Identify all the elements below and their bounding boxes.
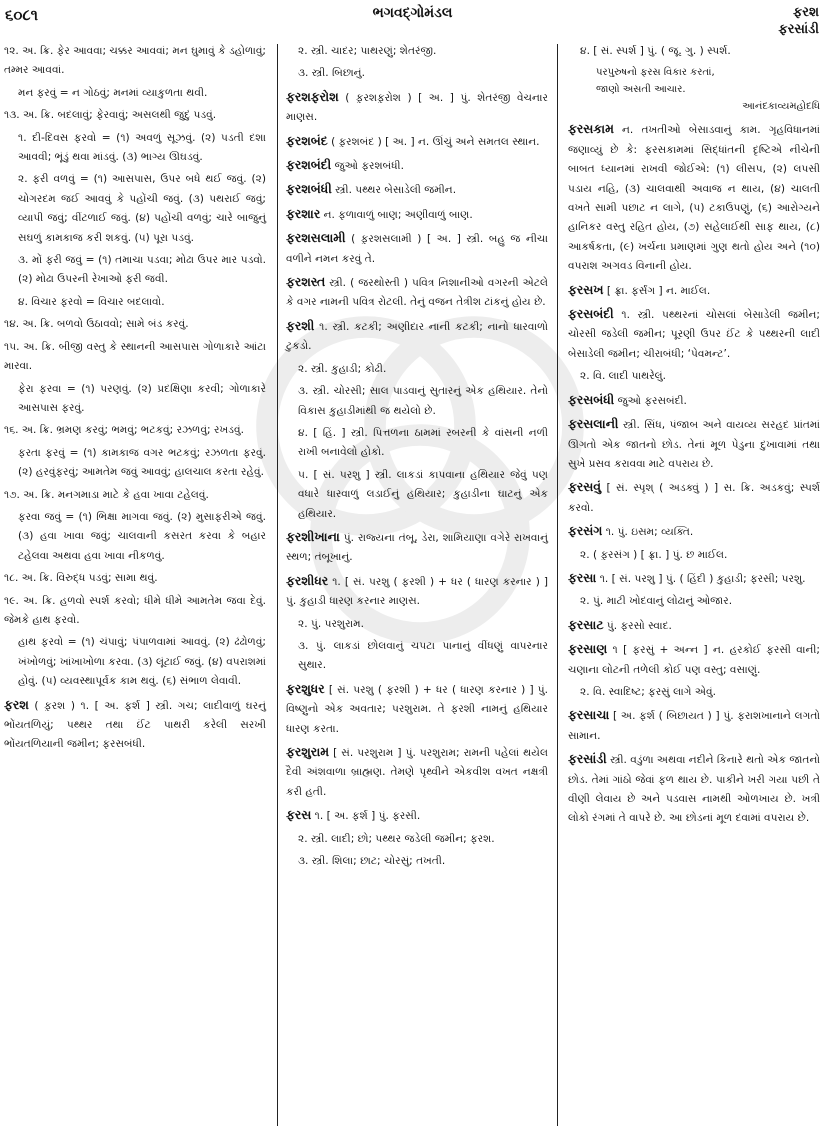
dictionary-entry xyxy=(286,131,548,152)
sense-text: અ. ક્રિ. ભ્રમણ કરવું; ભમવું; ભટકવું; રઝળવું; રખડવું. xyxy=(21,424,244,437)
sense-number: ૧૪. xyxy=(4,318,20,331)
definition: ૧. સ્ત્રી. પથ્થરનાં ચોસલાં બેસાડેલી જમીન; ચોરસી જડેલી જમીન; પૂરણી ઉપર ઈંટ કે પથ્થરની લાદી બેસાડેલી જમીન; ચીરાબંધી; ‘પેવમન્ટ’. xyxy=(568,309,820,360)
dictionary-entry xyxy=(286,679,548,739)
headword: ફરશફરોશ xyxy=(286,88,339,104)
dictionary-entry xyxy=(568,639,820,680)
numbered-sense xyxy=(4,421,266,440)
dictionary-entry xyxy=(286,316,548,357)
column-1 xyxy=(4,42,266,758)
definition: ( ફ઼રશ ) ૧. [ અ. ફર્શ ] સ્ત્રી. ગચ; લાદીવાળું ઘરનું ભોંયતળિયું; પથ્થર તથા ઈંટ પાથરી કરેલી સરખી ભોંયતળિયાની જમીન; ફરસબંધી. xyxy=(4,699,266,751)
sense-line: ૨. સ્ત્રી. ચાદર; પાથરણું; શેતરંજી. xyxy=(298,45,437,57)
quotation-source: આનંદકાવ્યમહોદધિ xyxy=(742,101,820,113)
numbered-sense xyxy=(4,569,266,588)
sense-text: અ. ક્રિ. બળવો ઉઠાવવો; સામે બંડ કરવું. xyxy=(22,318,189,331)
sense-text: અ. ક્રિ. ફેર આવવા; ચક્કર આવવાં; મન ઘુમાવું કે ડહોળાવું; તમ્મર આવવાં. xyxy=(4,45,266,77)
numbered-sense xyxy=(4,486,266,505)
dictionary-entry xyxy=(568,749,820,829)
definition: સ્ત્રી. સિંધ, પંજાબ અને વાયવ્ય સરહદ પ્રાંતમાં ઊગતો એક જાતનો છોડ. તેનાં મૂળ પેડુના દુખાવામાં તથા સુખે પ્રસવ કરાવવા માટે વપરાય છે. xyxy=(568,419,820,470)
sense-number: ૧૬. xyxy=(4,424,19,437)
headword: ફરસાણ xyxy=(568,641,608,657)
sense-line: ૨. સ્ત્રી. લાદી; છો; પથ્થર જડેલી જમીન; ફરશ. xyxy=(298,832,495,845)
quotation-line: જાણો અસતી આચાર. xyxy=(596,84,686,96)
headword: ફરશાર xyxy=(286,205,321,221)
sense-line: ૨. વિ. સ્વાદિષ્ટ; ફરસું લાગે એવું. xyxy=(580,685,716,698)
sense-line: ૩. સ્ત્રી. ચોરસી; સાલ પાડવાનું સુતારનું એક હથિયાર. તેનો વિકાસ કુહાડીમાંથી જ થયેલો છે. xyxy=(298,385,548,417)
dictionary-entry xyxy=(286,204,548,225)
definition: [ ફ્રા. ફર્સંગ ] ન. માઈલ. xyxy=(606,284,711,297)
sense-number: ૧૮. xyxy=(4,572,19,585)
headword: ફરસંગ xyxy=(568,523,603,539)
sense-number: ૧૭. xyxy=(4,488,20,501)
idiom-phrase: ૧. દી-દિવસ ફરવો = (૧) અવળું સૂઝવું. (૨) પડતી દશા આવવી; ભૂંડું થવા માંડવું. (૩) ભાગ્ય ઊઘડવું. xyxy=(18,131,266,164)
idiom-phrase: ફરતા ફરવું = (૧) કામકાજ વગર ભટકવું; રઝળતા ફરવું. (૨) હરવુંફરવું; આમતેમ જવું આવવું; હાલચાલ કરતા રહેવું. xyxy=(18,446,266,479)
headword: ફરસાચા xyxy=(568,707,610,723)
dictionary-entry xyxy=(568,521,820,542)
numbered-sense xyxy=(4,315,266,334)
column-3 xyxy=(568,42,820,832)
column-divider xyxy=(557,44,558,1126)
idiom-phrase: ૨. ફરી વળવું = (૧) આસપાસ, ઉપર બધે થઈ જવું. (૨) ચોગરદમ જઈ આવવું કે પહોંચી જવું. (૩) પથરાઈ જવું; વ્યાપી જવું; વીંટળાઈ જવું. (૪) પહોંચી વળવું; ચારે બાજુનું સઘળું કામકાજ કરી શકવું. (૫) પૂરા પડવું. xyxy=(18,173,266,244)
dictionary-entry xyxy=(286,87,548,128)
headword: ફરસલાની xyxy=(568,416,619,432)
idiom-phrase: ૩. મોં ફરી જવું = (૧) તમાચા પડવા; મોઢા ઉપર માર પડવો. (૨) મોઢા ઉપરની રેખાઓ ફરી જવી. xyxy=(18,254,266,286)
definition: ૧. પું. ઇસમ; વ્યક્તિ. xyxy=(605,526,694,539)
definition: ૧. [ સં. પરશુ ] પું. ( હિંદી ) કુહાડી; ફરસી; પરશુ. xyxy=(599,572,806,585)
headword: ફરસાટ xyxy=(568,616,604,632)
headword: ફરશસ્ત xyxy=(286,274,326,290)
definition: ૧. [ અ. ફર્શ ] પું. ફરસી. xyxy=(314,810,421,823)
numbered-sense xyxy=(4,106,266,125)
sense-number: ૧૫. xyxy=(4,340,20,353)
definition: ૧ [ ફરસું + અન્ન ] ન. હરકોઈ ફરસી વાની; ચણાના લોટની તળેલી કોઈ પણ વસ્તુ; વસાણું. xyxy=(568,644,820,676)
page-number: ૬૦૮૧ xyxy=(5,6,39,24)
definition: પું. રાજ્યના તંબૂ, ડેરા, શામિયાણા વગેરે રાખવાનું સ્થળ; તંબૂખાનું. xyxy=(286,531,548,564)
headword: ફરશીધર xyxy=(286,572,329,588)
dictionary-entry xyxy=(286,272,548,313)
quotation-line: પરપુરુષનો ફરસ વિકાર કરતાં, xyxy=(596,67,715,79)
numbered-sense xyxy=(4,42,266,81)
sense-line: ૩. સ્ત્રી. શિલા; છાટ; ચોરસું; તખતી. xyxy=(298,855,446,868)
definition: [ સં. સ્પૃશ્ ( અડક્વું ) ] સ. ક્રિ. અડકવું; સ્પર્શ કરવો. xyxy=(568,482,821,514)
idiom-phrase: હાથ ફરવો = (૧) ચંપાવું; પંપાળવામાં આવવું. (૨) ઢંઢોળવું; ખંખોળવું; ખાંખાખોળા કરવા. (૩) લૂંટાઈ જવું. (૪) વપરાશમાં હોવું. (૫) વ્યવસ્થાપૂર્વક કામ થવું. (૬) સંભાળ લેવાવી. xyxy=(18,636,266,688)
idiom-phrase: ફેરા ફરવા = (૧) પરણવું. (૨) પ્રદક્ષિણા કરવી; ગોળાકારે આસપાસ ફરવું. xyxy=(18,382,266,414)
dictionary-entry xyxy=(286,571,548,612)
guide-words xyxy=(778,4,819,38)
sense-line: ૨. વિ. લાદી પાથરેલું. xyxy=(580,370,667,383)
dictionary-entry xyxy=(568,568,820,589)
headword: ફરસા xyxy=(568,569,597,585)
headword: ફરશીખાના xyxy=(286,528,340,544)
guide-word-first: ફરશ xyxy=(792,5,819,20)
dictionary-entry xyxy=(286,742,548,802)
sense-text: અ. ક્રિ. બીજી વસ્તુ કે સ્થાનની આસપાસ ગોળાકારે આંટા મારવા. xyxy=(4,340,266,373)
definition: ( ફ઼રશબંદ ) [ અ. ] ન. ઊંચું અને સમતલ સ્થાન. xyxy=(331,135,540,148)
sense-line: ૪. [ હિં. ] સ્ત્રી. પિત્તળના ઠામમાં રબરની કે વાંસની નળી રાખી બનાવેલો હોકો. xyxy=(298,426,548,459)
sense-text: અ. ક્રિ. મનગમાડા માટે કે હવા ખાવા ટહેલવું. xyxy=(23,488,209,501)
headword: ફરશબંદી xyxy=(286,157,332,173)
numbered-sense xyxy=(4,592,266,631)
sense-number: ૧૨. xyxy=(4,45,19,57)
sense-line: ૪. [ સં. સ્પર્શ ] પું. ( જૂ. ગુ. ) સ્પર્શ. xyxy=(580,45,731,57)
dictionary-entry xyxy=(286,527,548,568)
definition: જુઓ ફરશબંધી. xyxy=(334,160,404,173)
definition: સ્ત્રી. વડુંળા અથવા નદીને કિનારે થતો એક જાતનો છોડ. તેમાં ગાંઠો જેવાં ફળ થાય છે. પાકીને ખરી ગયા પછી તે વીણી લેવાય છે અને પડવાસ નામથી ઓળખાય છે. ખત્રી લોકો રંગમાં તે વાપરે છે. આ છોડનાં મૂળ દવામાં વપરાય છે. xyxy=(568,754,820,825)
dictionary-entry xyxy=(568,705,820,746)
headword: ફરશી xyxy=(286,317,315,333)
headword: ફરશુધર xyxy=(286,680,325,696)
definition: ૧. સ્ત્રી. કટકી; અણીદાર નાની કટકી; નાનો ધારવાળો ટુકડો. xyxy=(286,320,548,353)
sense-number: ૧૯. xyxy=(4,594,19,607)
definition: ૧. [ સં. પરશુ ( ફરશી ) + ધર ( ધારણ કરનાર ) ] પું. કુહાડી ધારણ કરનાર માણસ. xyxy=(286,575,548,608)
definition: [ સં. પરશુ ( ફરશી ) + ધર ( ધારણ કરનાર ) ] પું. વિષ્ણુનો એક અવતાર; પરશુરામ. તે ફરશી નામનું હથિયાર ધારણ કરતા. xyxy=(286,683,548,735)
sense-line: ૩. પું. લાકડાં છોલવાનું ચપટા પાનાનું વીંધણું વાપરનાર સુથાર. xyxy=(298,639,548,672)
definition: ન. ફળાવાળું બાણ; અણીવાળું બાણ. xyxy=(323,208,473,221)
dictionary-entry xyxy=(568,304,820,364)
headword: ફરસખ xyxy=(568,281,604,297)
headword: ફરસ xyxy=(286,807,312,823)
headword: ફરશુરામ xyxy=(286,744,329,759)
definition: પું. ફરસો સ્વાદ. xyxy=(606,619,672,632)
idiom-phrase: ૪. વિચાર ફરવો = વિચાર બદલાવો. xyxy=(18,295,165,308)
sense-line: ૨. ( ફ઼રસંગ ) [ ફ્રા. ] પું. છ માઈલ. xyxy=(580,548,728,561)
definition: ( ફ઼રશસલામી ) [ અ. ] સ્ત્રી. બહુ જ નીચા વળીને નમન કરવું તે. xyxy=(286,233,548,265)
column-2 xyxy=(286,42,548,874)
dictionary-entry xyxy=(568,119,820,276)
headword: ફરશસલામી xyxy=(286,230,346,246)
sense-line: ૫. [ સં. પરશુ ] સ્ત્રી. લાકડાં કાપવાના હથિયાર જેવું પણ વધારે ધારવાળું લડાઈનું હથિયાર; કુહાડીના ઘાટનું એક હથિયાર. xyxy=(298,468,548,520)
idiom-phrase: મન ફરવું = ન ગોઠવું; મનમાં વ્યાકુળતા થવી. xyxy=(18,86,208,99)
definition: સ્ત્રી. ( જરથોસ્તી ) પવિત્ર નિશાનીઓ વગરની એટલે કે વગર નામની પવિત્ર રોટલી. તેનું વજન તેત્રીશ ટાંકનું હોય છે. xyxy=(286,277,549,309)
sense-line: ૨. પું. માટી ખોદવાનું લોઢાનું ઓજાર. xyxy=(580,595,733,608)
sense-number: ૧૩. xyxy=(4,109,20,122)
definition: [ સં. પરશુરામ ] પું. પરશુરામ; રામની પહેલાં થયેલ દૈવી અંશવાળા બ્રાહ્મણ. તેમણે પૃથ્વીને એકવીશ વખત નક્ષત્રી કરી હતી. xyxy=(286,747,548,798)
definition: સ્ત્રી. પથ્થર બેસાડેલી જમીન. xyxy=(335,184,457,197)
definition: ન. તખતીઓ બેસાડવાનું કામ. ગૃહવિધાનમાં જણાવ્યું છે કે: ફરસકામમાં સિદ્ધાંતની દૃષ્ટિએ નીચેની બાબત ધ્યાનમાં રાખવી જોઈએ: (૧) લીસપ, (૨) લપસી પડાય નહિ, (૩) ચાલવાથી અવાજ ન થાય, (૪) ચાલતી વખતે સામી પછાટ ન લાગે, (૫) ટકાઉપણું, (૬) આરોગ્યને હાનિકર વસ્તુ રહિત હોય, (૭) સહેલાઈથી સાફ થાય, (૮) આકર્ષકતા, (૯) ખર્ચના પ્રમાણમાં ગુણ થતો હોય અને (૧૦) વપરાશ અગવડ વિનાની હોય. xyxy=(568,124,820,273)
headword: ફરસબંધી xyxy=(568,391,615,407)
headword: ફરશબંદ xyxy=(286,132,328,148)
dictionary-entry xyxy=(286,805,548,826)
idiom-phrase: ફરવા જવું = (૧) ભિક્ષા માગવા જવું. (૨) મુસાફરીએ જવું. (૩) હવા ખાવા જવું; ચાલવાની કસરત કરવા કે બહાર ટહેલવા અથવા હવા ખાવા નીકળવું. xyxy=(18,510,266,562)
sense-line: ૨. પું. પરશુરામ. xyxy=(298,617,365,630)
headword: ફરશબંધી xyxy=(286,181,332,197)
dictionary-entry xyxy=(568,615,820,636)
book-title: ભગવદ્ગોમંડલ xyxy=(372,5,453,21)
dictionary-entry xyxy=(286,228,548,269)
page-header xyxy=(0,0,825,44)
sense-line: ૨. સ્ત્રી. કુહાડી; કોઢી. xyxy=(298,362,387,375)
dictionary-entry xyxy=(568,477,820,518)
headword: ફરસાંડી xyxy=(568,751,607,767)
sense-text: અ. ક્રિ. બદલાવું; ફેરવાવું; અસલથી જુદું પડવું. xyxy=(23,109,217,122)
sense-text: અ. ક્રિ. વિરુદ્ધ પડવું; સામા થવું. xyxy=(21,572,158,585)
definition: ( ફ઼રશફ઼રોશ ) [ અ. ] પું. શેતરંજી વેચનાર માણસ. xyxy=(286,91,548,124)
dictionary-entry xyxy=(286,179,548,200)
sense-text: અ. ક્રિ. હળવો સ્પર્શ કરવો; ધીમે ધીમે આમતેમ જવા દેવું. જેમકે હાથ ફરવો. xyxy=(4,594,266,626)
dictionary-entry xyxy=(4,695,266,755)
headword: ફરસબંદી xyxy=(568,306,614,322)
dictionary-entry xyxy=(568,390,820,411)
guide-word-last: ફરસાંડી xyxy=(778,22,819,37)
definition: જુઓ ફરસબંદી. xyxy=(617,394,687,407)
column-divider xyxy=(277,44,278,1126)
definition: [ અ. ફર્શ ( બિછાયત ) ] પું. ફરાશખાનાને લગતો સામાન. xyxy=(568,710,820,742)
dictionary-entry xyxy=(286,155,548,176)
headword: ફરસકામ xyxy=(568,121,614,137)
numbered-sense xyxy=(4,338,266,377)
dictionary-entry xyxy=(568,280,820,301)
headword: ફરસવું xyxy=(568,479,602,495)
dictionary-entry xyxy=(568,414,820,474)
headword: ફરશ xyxy=(4,696,29,712)
sense-line: ૩. સ્ત્રી. બિછાનું. xyxy=(298,67,365,80)
